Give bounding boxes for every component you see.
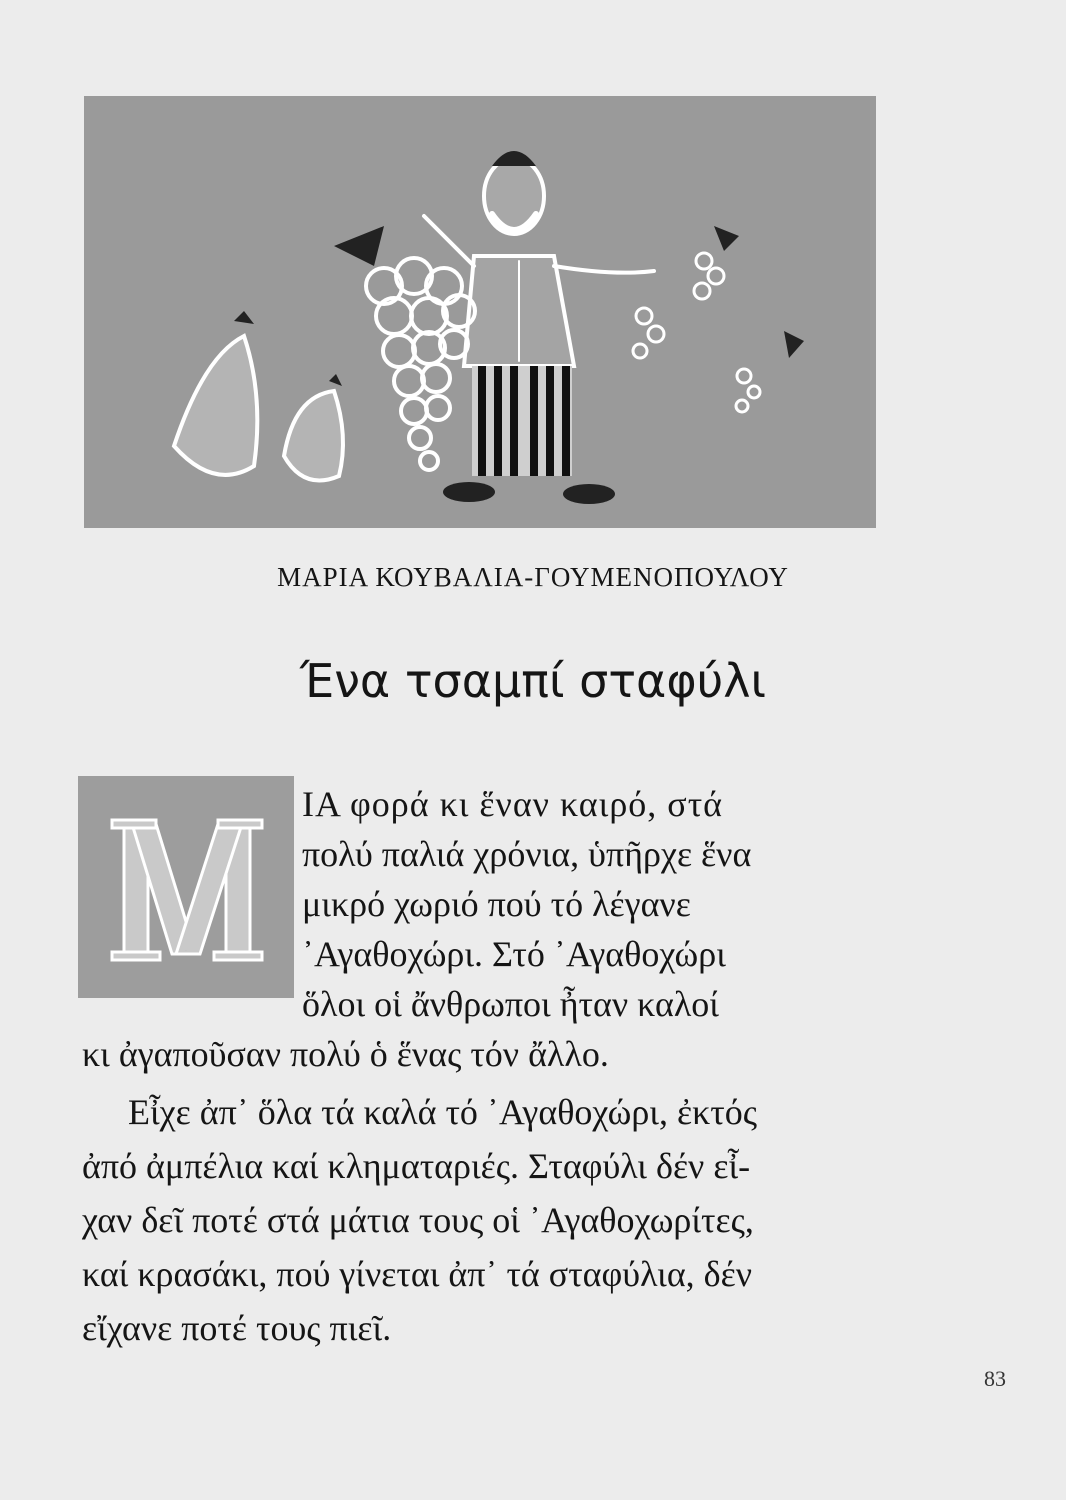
paragraph-2-line-1: Εἶχε ἀπ᾿ ὅλα τά καλά τό ᾿Αγαθοχώρι, ἐκτός bbox=[128, 1092, 757, 1132]
page-number: 83 bbox=[984, 1366, 1006, 1391]
grape-leaf bbox=[784, 331, 804, 358]
author-name: ΜΑΡΙΑ ΚΟΥΒΑΛΙΑ-ΓΟΥΜΕΝΟΠΟΥΛΟΥ bbox=[277, 562, 789, 592]
initial-letter-m: M bbox=[185, 951, 187, 952]
paragraph-1-line-6: κι ἀγαποῦσαν πολύ ὁ ἕνας τόν ἄλλο. bbox=[82, 1034, 609, 1074]
grape-leaf bbox=[334, 226, 384, 266]
grape-leaf bbox=[714, 226, 739, 251]
paragraph-1-line-5: ὅλοι οἱ ἄνθρωποι ἦταν καλοί bbox=[302, 984, 719, 1024]
hen-head bbox=[234, 311, 254, 324]
shoe bbox=[443, 482, 495, 502]
grape-bunch-small bbox=[633, 253, 760, 412]
illustration-old-man-with-grapes bbox=[84, 96, 876, 528]
hat bbox=[492, 151, 536, 166]
story-title: Ένα τσαμπί σταφύλι bbox=[299, 654, 767, 708]
old-man-figure bbox=[424, 158, 654, 366]
shoe bbox=[563, 484, 615, 504]
grape-bunch-large bbox=[366, 258, 475, 470]
paragraph-1-line-1: ΙΑ φορά κι ἕναν καιρό, στά bbox=[302, 784, 724, 824]
striped-trousers bbox=[472, 366, 572, 476]
paragraph-2-line-5: εἴχανε ποτέ τους πιεῖ. bbox=[82, 1308, 392, 1348]
paragraph-1-line-4: ᾿Αγαθοχώρι. Στό ᾿Αγαθοχώρι bbox=[302, 934, 726, 974]
paragraph-1-line-2: πολύ παλιά χρόνια, ὑπῆρχε ἕνα bbox=[302, 834, 752, 874]
paragraph-1-line-3: μικρό χωριό πού τό λέγανε bbox=[302, 884, 691, 924]
paragraph-2-line-4: καί κρασάκι, πού γίνεται ἀπ᾿ τά σταφύλια, δέν bbox=[82, 1254, 753, 1294]
hen-head bbox=[329, 374, 342, 386]
paragraph-2-line-2: ἀπό ἀμπέλια καί κληματαριές. Σταφύλι δέν εἶ- bbox=[82, 1146, 751, 1186]
decorated-initial-letter bbox=[78, 776, 294, 998]
paragraph-2-line-3: χαν δεῖ ποτέ στά μάτια τους οἱ ᾿Αγαθοχωρίτες, bbox=[82, 1200, 754, 1240]
hen-figure bbox=[174, 336, 343, 481]
